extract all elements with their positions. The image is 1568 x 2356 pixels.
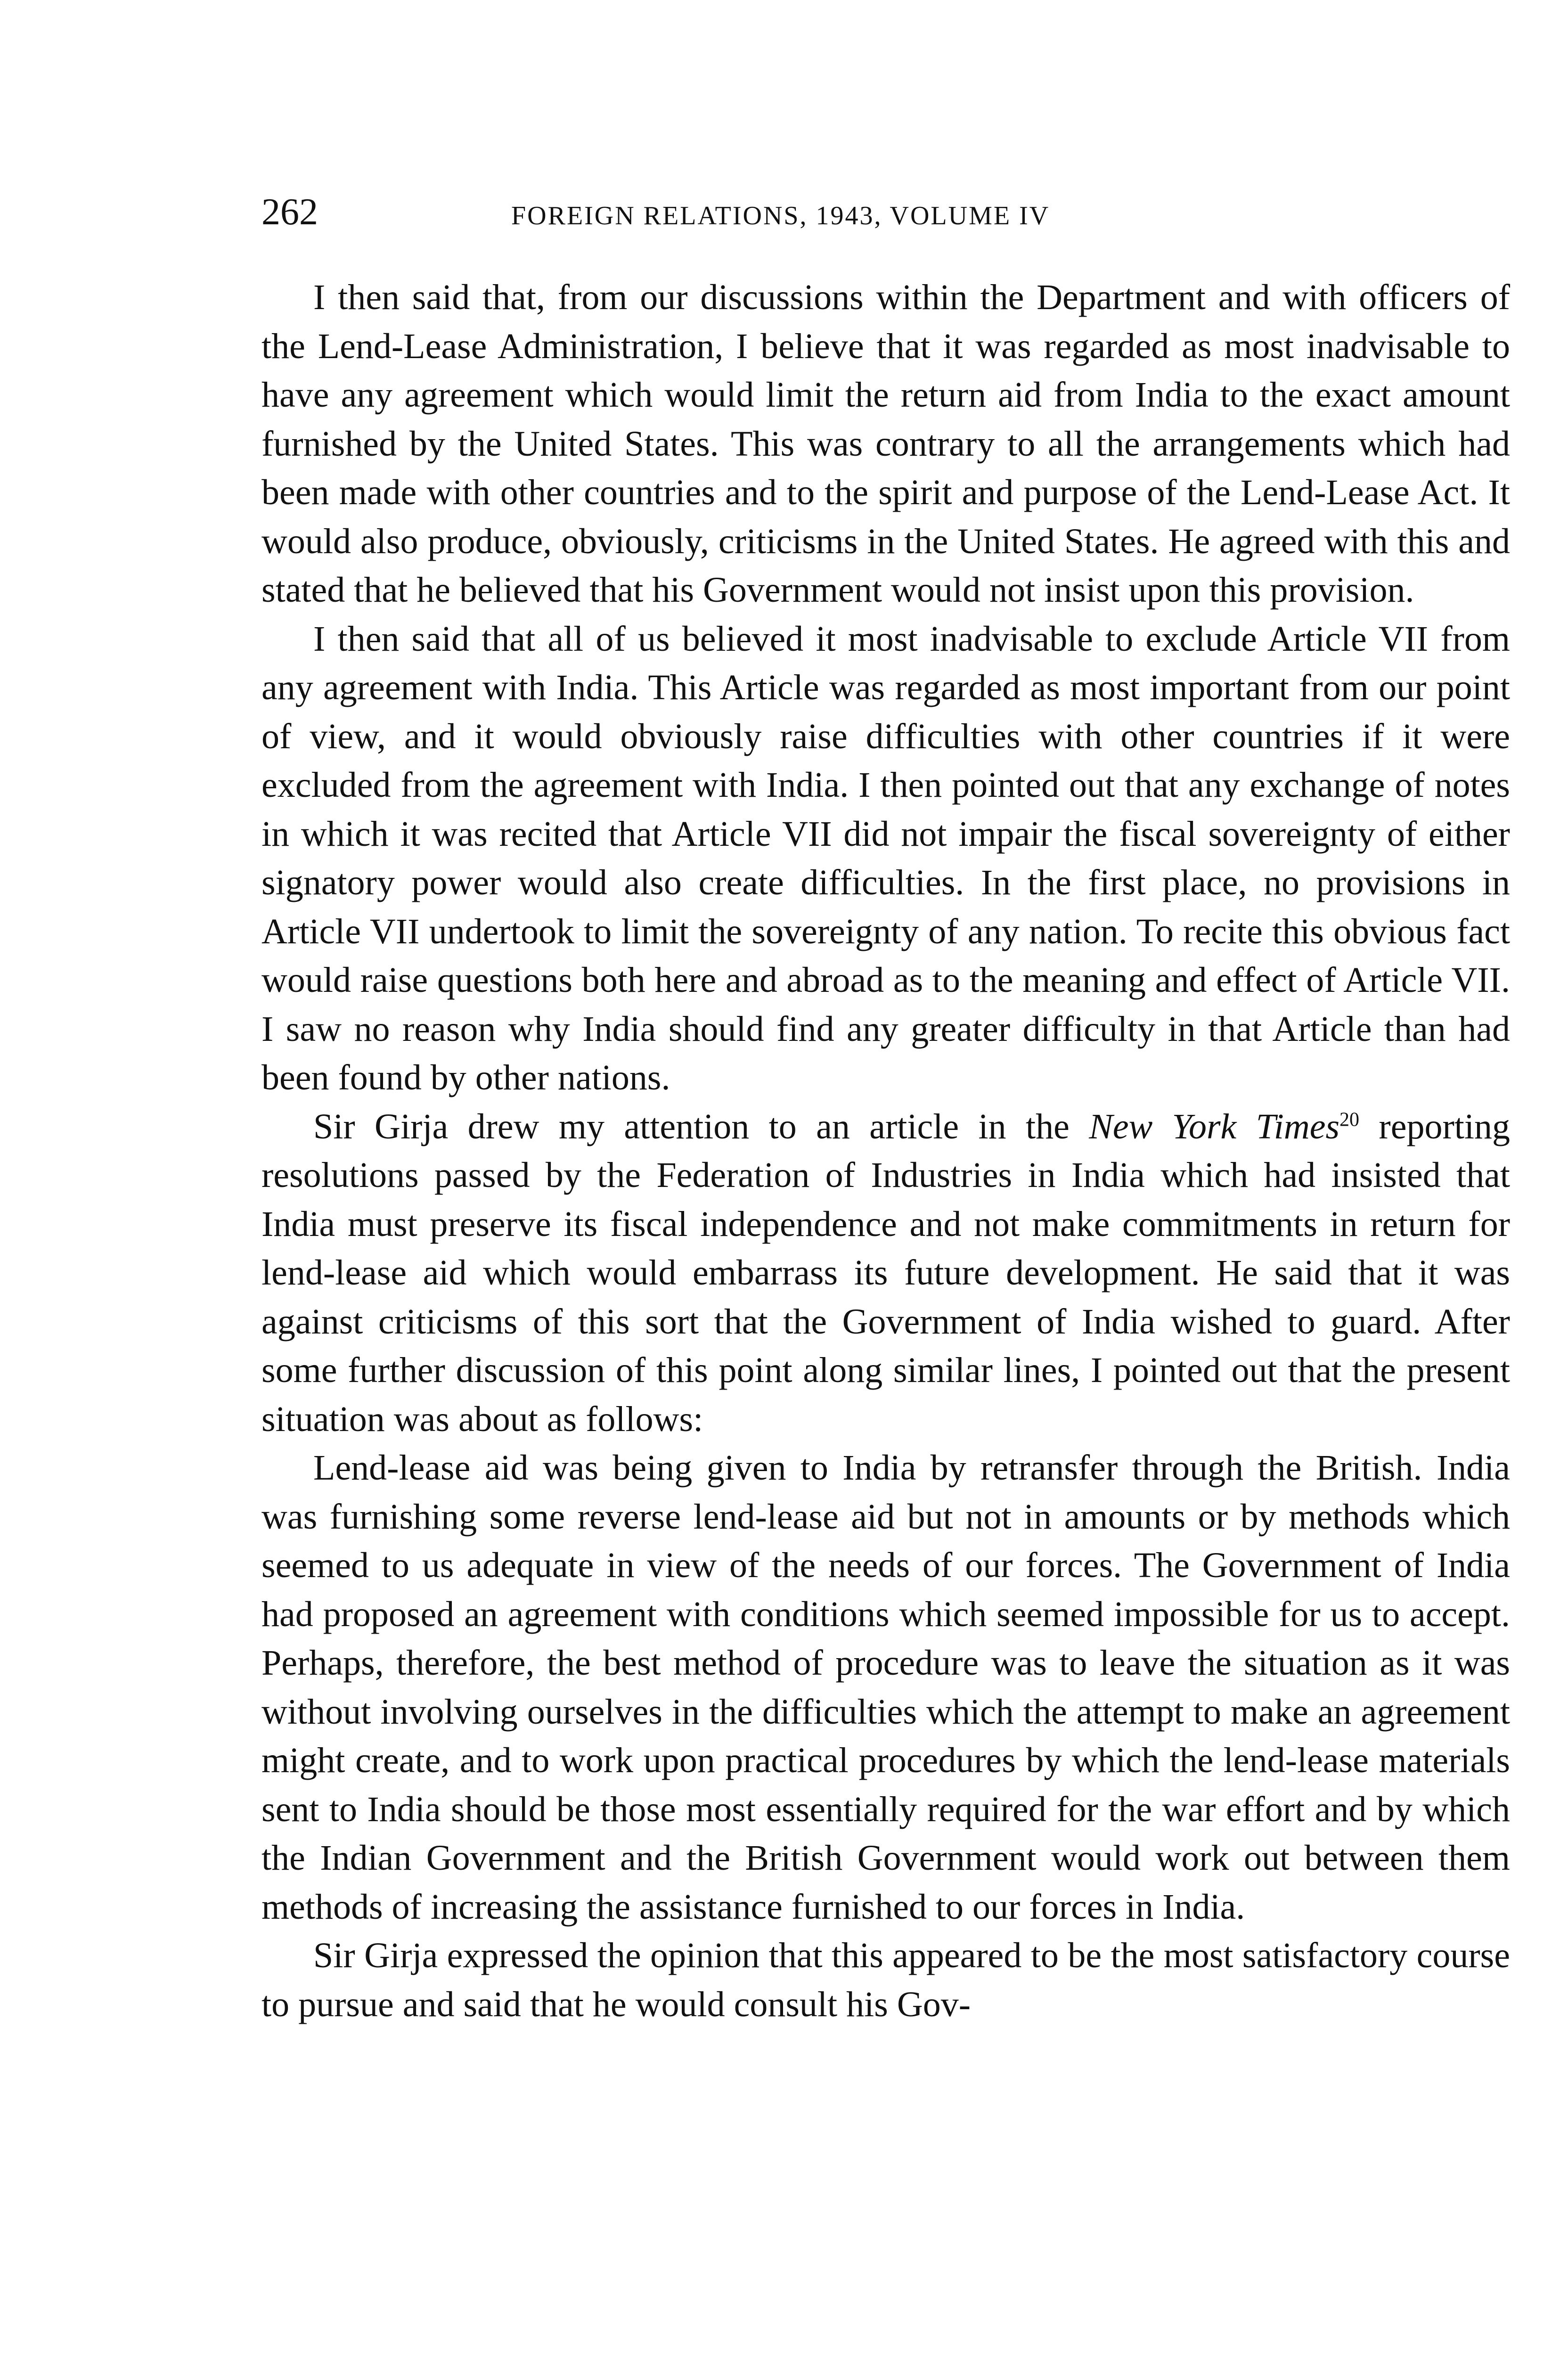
paragraph: I then said that, from our discussions within the Department and with officers of the Lend-Lease Administration, I believe that it was regarded as most inadvisable to have any agreement which would limit the return aid from India to the exact amount furnished by the United States. This was contrary to all the arrangements which had been made with other countries and to the spirit and purpose of the Lend-Lease Act. It would also produce, obviously, criticisms in the United States. He agreed with this and stated that he believed that his Government would not insist upon this provision.	[261, 278, 1510, 610]
paragraph: Lend-lease aid was being given to India by retransfer through the British. India was furnishing some reverse lend-lease aid but not in amounts or by methods which seemed to us adequate in view of the needs of our forces. The Government of India had proposed an agreement with conditions which seemed impossible for us to accept. Perhaps, therefore, the best method of procedure was to leave the situation as it was without involving ourselves in the difficulties which the attempt to make an agreement might create, and to work upon practical procedures by which the lend-lease materials sent to India should be those most essentially required for the war effort and by which the Indian Government and the British Government would work out between them methods of increasing the assistance furnished to our forces in India.	[261, 1448, 1510, 1927]
page-header	[261, 188, 1510, 236]
paragraph-text: reporting resolutions passed by the Federation of Industries in India which had insisted that India must preserve its fiscal independence and not make commitments in return for lend-lease aid which would embarrass its future development. He said that it was against criticisms of this sort that the Government of India wished to guard. After some further discussion of this point along similar lines, I pointed out that the present situation was about as follows:	[261, 1106, 1510, 1439]
paragraph: Sir Girja expressed the opinion that this appeared to be the most satisfactory course to pursue and said that he would consult his Gov-	[261, 1936, 1510, 2024]
page-number: 262	[261, 191, 318, 233]
body-text	[261, 273, 1510, 2029]
paragraph	[261, 1103, 1510, 1444]
paragraph	[261, 615, 1510, 1103]
running-head: FOREIGN RELATIONS, 1943, VOLUME IV	[511, 201, 1050, 230]
footnote-reference: 20	[1339, 1109, 1360, 1131]
paragraph-text: Sir Girja drew my attention to an article in the	[313, 1106, 1089, 1146]
paragraph-text: I then said that all of us believed it most inadvisable to exclude Article VII from any agreement with India. This Article was regarded as most important from our point of view, and it would obviously raise difficulties with other countries if it were excluded from the agreement with India. I then pointed out that any exchange of notes in which it was recited that Article VII did not impair the fiscal sovereignty of either signatory power would also create difficulties. In the first place, no provisions in Article VII undertook to limit the sovereignty of any nation. To recite this obvious fact would raise questions both here and abroad as to the meaning and effect of Article VII. I saw no reason why India should find any greater difficulty in that Article than had been found by other nations.	[261, 619, 1510, 1097]
publication-title: New York Times	[1089, 1106, 1340, 1146]
